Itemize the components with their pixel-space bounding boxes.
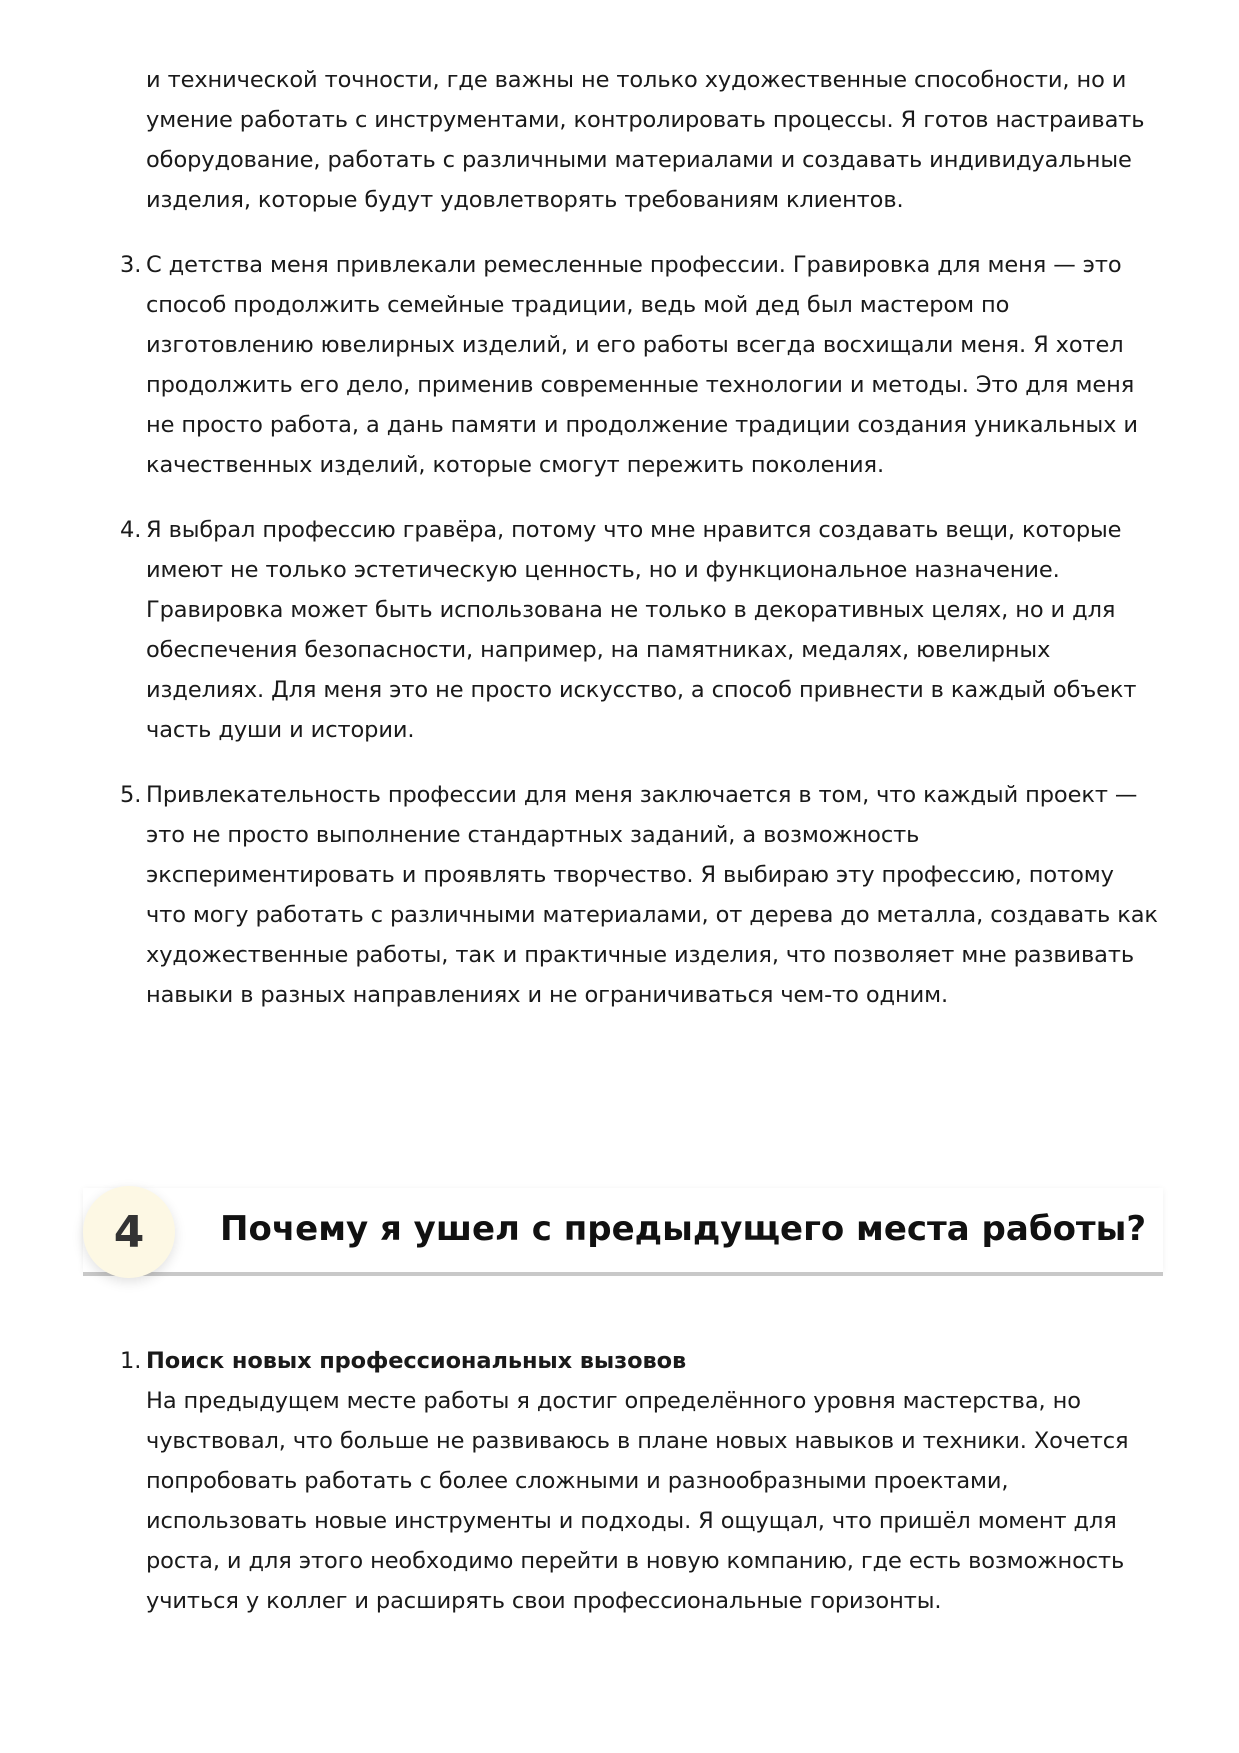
reasons-list — [120, 60, 1160, 1015]
list-item-text: Привлекательность профессии для меня заключается в том, что каждый проект — это не просто выполнение стандартных заданий, а возможность экспериментировать и проявлять творчество. Я выбираю эту профессию, потому что могу работать с различными материалами, от дерева до металла, создавать как художественные работы, так и практичные изделия, что позволяет мне развивать навыки в разных направлениях и не ограничиваться чем-то одним. — [146, 782, 1158, 1008]
list-item-heading: Поиск новых профессиональных вызовов — [146, 1348, 687, 1374]
list-item-number: 3. — [120, 252, 142, 278]
list-item-number: 1. — [120, 1348, 142, 1374]
list-item-number: 5. — [120, 782, 142, 808]
list-item-text: На предыдущем месте работы я достиг определённого уровня мастерства, но чувствовал, что больше не развиваюсь в плане новых навыков и техники. Хочется попробовать работать с более сложными и разнообразными проектами, использовать новые инструменты и подходы. Я ощущал, что пришёл момент для роста, и для этого необходимо перейти в новую компанию, где есть возможность учиться у коллег и расширять свои профессиональные горизонты. — [146, 1388, 1129, 1614]
section-title: Почему я ушел с предыдущего места работы? — [220, 1209, 1147, 1249]
list-item-3 — [120, 245, 1160, 485]
list-item-number: 4. — [120, 517, 142, 543]
section-number-badge: 4 — [83, 1186, 175, 1278]
list-item-4 — [120, 510, 1160, 750]
section-header — [83, 1186, 1163, 1276]
list-item-text: Я выбрал профессию гравёра, потому что мне нравится создавать вещи, которые имеют не только эстетическую ценность, но и функциональное назначение. Гравировка может быть использована не только в декоративных целях, но и для обеспечения безопасности, например, на памятниках, медалях, ювелирных изделиях. Для меня это не просто искусство, а способ привнести в каждый объект часть души и истории. — [146, 517, 1137, 743]
list-item-text: С детства меня привлекали ремесленные профессии. Гравировка для меня — это способ продолжить семейные традиции, ведь мой дед был мастером по изготовлению ювелирных изделий, и его работы всегда восхищали меня. Я хотел продолжить его дело, применив современные технологии и методы. Это для меня не просто работа, а дань памяти и продолжение традиции создания уникальных и качественных изделий, которые смогут пережить поколения. — [146, 252, 1138, 478]
list-item-1 — [120, 1341, 1160, 1621]
section-divider — [83, 1272, 1163, 1276]
list-item-5 — [120, 775, 1160, 1015]
leaving-reasons-list — [120, 1341, 1160, 1621]
list-item-continuation — [120, 60, 1160, 220]
list-item-text: и технической точности, где важны не только художественные способности, но и умение работать с инструментами, контролировать процессы. Я готов настраивать оборудование, работать с различными материалами и создавать индивидуальные изделия, которые будут удовлетворять требованиям клиентов. — [146, 67, 1145, 213]
